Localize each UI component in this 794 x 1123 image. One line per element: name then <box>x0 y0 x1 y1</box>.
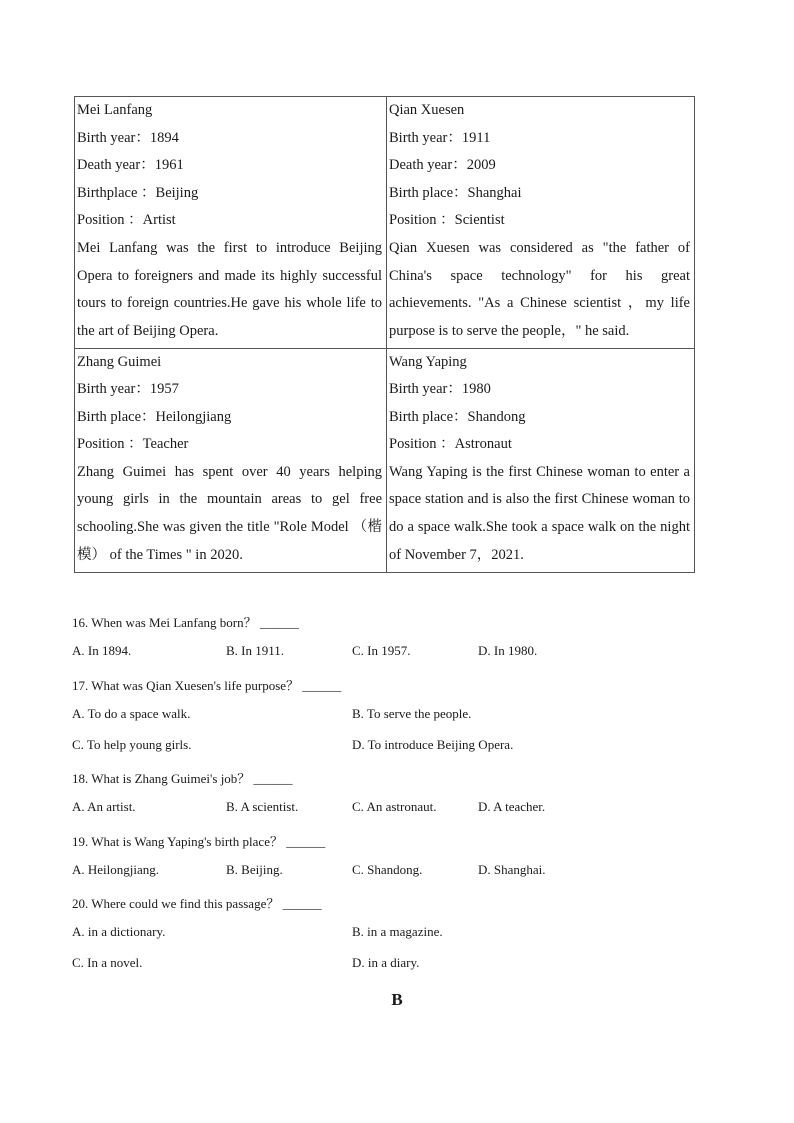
position: Position ：Artist <box>77 212 176 229</box>
table-row <box>75 97 695 349</box>
birth-place: Birthplace ：Beijing <box>77 184 199 201</box>
option-b: B. Beijing. <box>226 862 283 877</box>
birth-year: Birth year：1894 <box>77 129 179 146</box>
option-a: A. Heilongjiang. <box>72 862 160 877</box>
question-16: 16. When was Mei Lanfang born？ ______ <box>72 615 299 630</box>
option-d: D. A teacher. <box>478 799 546 814</box>
birth-place: Birth place：Shanghai <box>389 184 522 201</box>
option-c: C. Shandong. <box>352 862 423 877</box>
birth-year: Birth year：1911 <box>389 129 491 146</box>
bio-cell-zhang-guimei <box>75 348 387 572</box>
option-a: A. In 1894. <box>72 643 132 658</box>
birth-place: Birth place：Heilongjiang <box>77 408 232 425</box>
bio-cell-qian-xuesen <box>387 97 695 349</box>
birth-year: Birth year：1957 <box>77 381 179 398</box>
person-description: Mei Lanfang was the first to introduce Beijing Opera to foreigners and made its highly successful tours to foreign countries.He gave his whole life to the art of Beijing Opera. <box>77 239 382 339</box>
option-a: A. To do a space walk. <box>72 706 191 721</box>
question-17: 17. What was Qian Xuesen's life purpose？ ______ <box>72 678 342 693</box>
birth-year: Birth year：1980 <box>389 381 491 398</box>
person-description: Wang Yaping is the first Chinese woman to enter a space station and is also the first Chinese woman to do a space walk.She took a space walk on the night of November 7，2021. <box>389 463 690 563</box>
option-c: C. To help young girls. <box>72 737 192 752</box>
question-18: 18. What is Zhang Guimei's job？ ______ <box>72 771 293 786</box>
option-c: C. In a novel. <box>72 955 143 970</box>
bio-cell-mei-lanfang <box>75 97 387 349</box>
table-row <box>75 348 695 572</box>
position: Position ：Astronaut <box>389 436 512 453</box>
question-20: 20. Where could we find this passage？ ______ <box>72 896 322 911</box>
person-name: Mei Lanfang <box>77 102 153 118</box>
option-a: A. in a dictionary. <box>72 924 166 939</box>
option-b: B. in a magazine. <box>352 924 443 939</box>
bio-cell-wang-yaping <box>387 348 695 572</box>
position: Position ：Teacher <box>77 436 189 453</box>
option-c: C. In 1957. <box>352 643 411 658</box>
option-b: B. In 1911. <box>226 643 285 658</box>
option-b: B. To serve the people. <box>352 706 472 721</box>
option-c: C. An astronaut. <box>352 799 437 814</box>
question-19: 19. What is Wang Yaping's birth place？ ______ <box>72 834 326 849</box>
person-description: Zhang Guimei has spent over 40 years helping young girls in the mountain areas to gel free schooling.She was given the title "Role Model （楷模） of the Times " in 2020. <box>77 463 382 563</box>
person-description: Qian Xuesen was considered as "the father of China's space technology" for his great achievements. "As a Chinese scientist ，my life purpose is to serve the people，" he said. <box>389 239 690 339</box>
option-a: A. An artist. <box>72 799 136 814</box>
option-b: B. A scientist. <box>226 799 299 814</box>
death-year: Death year：1961 <box>77 157 184 174</box>
person-name: Zhang Guimei <box>77 353 162 370</box>
option-d: D. in a diary. <box>352 955 420 970</box>
death-year: Death year：2009 <box>389 157 496 174</box>
birth-place: Birth place：Shandong <box>389 408 526 425</box>
option-d: D. To introduce Beijing Opera. <box>352 737 514 752</box>
person-name: Wang Yaping <box>389 353 467 370</box>
bio-table <box>74 96 695 573</box>
option-d: D. Shanghai. <box>478 862 546 877</box>
section-label: B <box>391 990 403 1009</box>
person-name: Qian Xuesen <box>389 102 465 118</box>
position: Position ：Scientist <box>389 212 505 229</box>
option-d: D. In 1980. <box>478 643 538 658</box>
